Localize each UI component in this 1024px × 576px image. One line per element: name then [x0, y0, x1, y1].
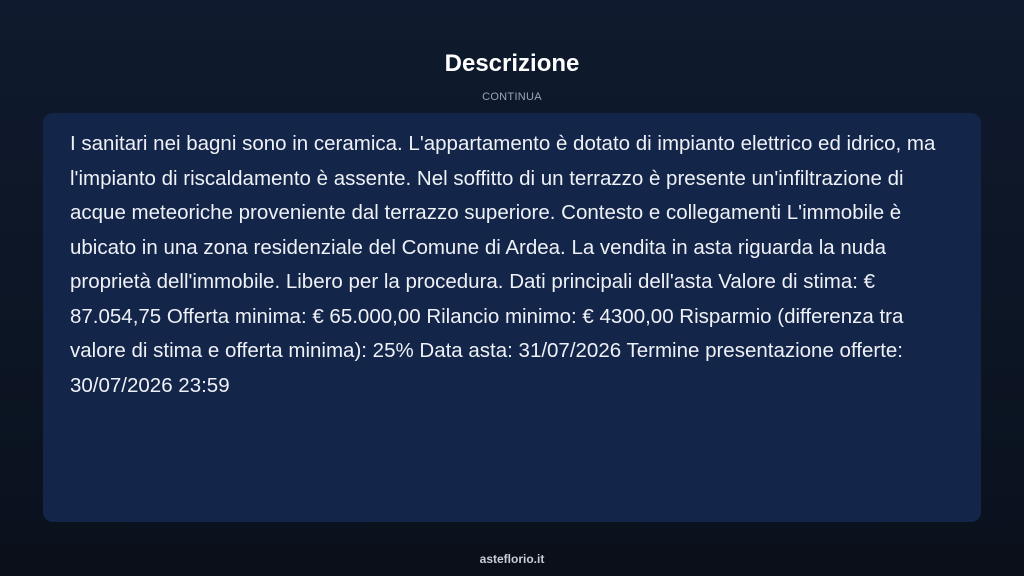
footer-site-label: asteflorio.it: [479, 552, 545, 566]
footer-bar: [0, 543, 1024, 576]
description-card: [43, 113, 981, 522]
page-subtitle: CONTINUA: [482, 91, 542, 103]
description-text: I sanitari nei bagni sono in ceramica. L'appartamento è dotato di impianto elettrico ed idrico, ma l'impianto di riscaldamento è assente. Nel soffitto di un terrazzo è presente un'infiltrazione di acque meteoriche proveniente dal terrazzo superiore. Contesto e collegamenti L'immobile è ubicato in una zona residenziale del Comune di Ardea. La vendita in asta riguarda la nuda proprietà dell'immobile. Libero per la procedura. Dati principali dell'asta Valore di stima: € 87.054,75 Offerta minima: € 65.000,00 Rilancio minimo: € 4300,00 Risparmio (differenza tra valore di stima e offerta minima): 25% Data asta: 31/07/2026 Termine presentazione offerte: 30/07/2026 23:59: [70, 132, 936, 397]
page-title: Descrizione: [444, 50, 580, 77]
